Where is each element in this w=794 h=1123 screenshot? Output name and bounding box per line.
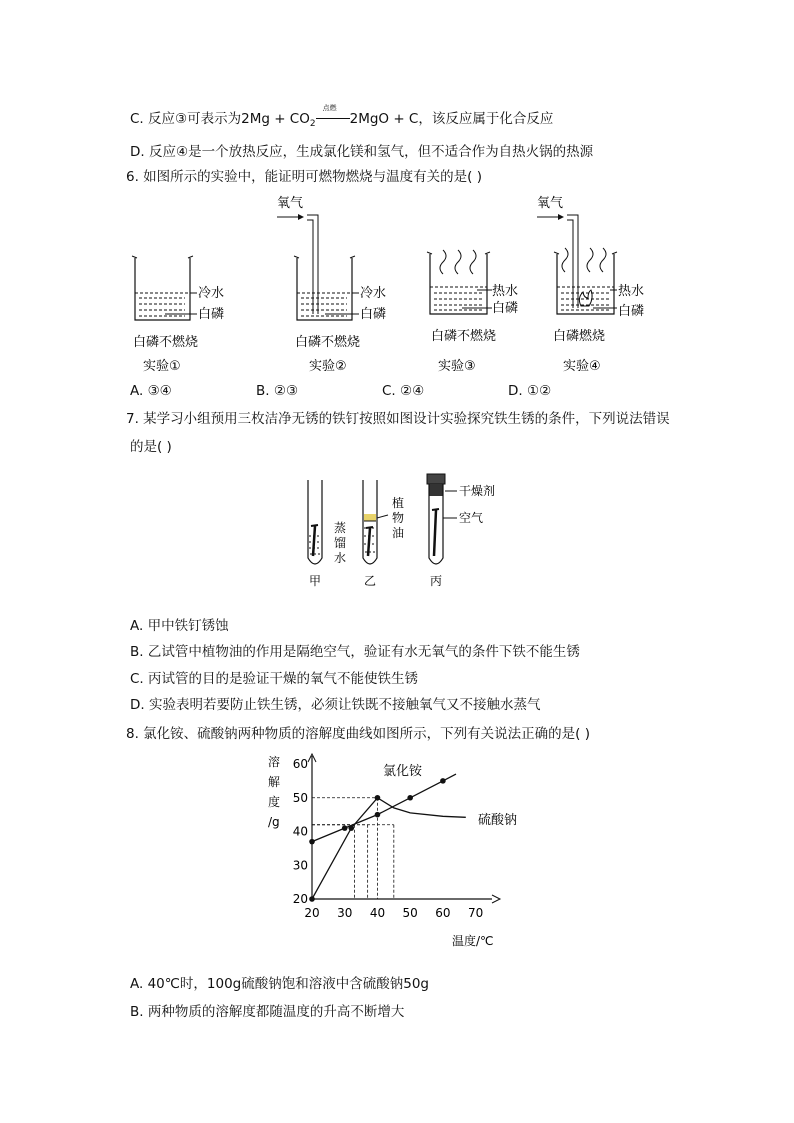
solubility-chart	[260, 750, 530, 950]
x-tick-label: 30	[337, 906, 353, 920]
result-label-4: 白磷燃烧	[553, 329, 606, 344]
hot-water-label-4: 热水	[618, 284, 645, 299]
cold-water-label-1: 冷水	[198, 286, 225, 301]
x-tick-label: 60	[435, 906, 451, 920]
distilled-label-3: 水	[334, 551, 347, 565]
q8-stem: 8. 氯化铵、硫酸钠两种物质的溶解度曲线如图所示，下列有关说法正确的是( )	[126, 726, 590, 742]
reaction-arrow	[316, 104, 350, 125]
exp-label-3: 实验③	[438, 359, 476, 374]
y-axis-label: /g	[268, 815, 280, 829]
x-tick-label: 40	[369, 906, 386, 920]
hot-water-label-3: 热水	[492, 284, 519, 299]
oil-label-2: 物	[392, 511, 405, 525]
x-axis-label: 温度/℃	[452, 934, 494, 948]
data-point	[309, 896, 315, 902]
series-line-0	[312, 774, 456, 842]
x-axis-arrow	[492, 895, 500, 903]
white-p-label-1: 白磷	[198, 307, 225, 322]
data-point	[342, 825, 348, 831]
arrow-condition: 点燃	[322, 104, 337, 112]
arrow-line	[316, 118, 350, 119]
series-label-sodium-sulfate: 硫酸钠	[478, 813, 518, 828]
q7-option-b[interactable]: B. 乙试管中植物油的作用是隔绝空气，验证有水无氧气的条件下铁不能生锈	[130, 644, 580, 660]
tube-bing	[427, 474, 457, 564]
beaker-3	[427, 250, 492, 314]
result-label-1: 白磷不燃烧	[133, 335, 199, 350]
y-tick-label: 60	[292, 757, 308, 771]
distilled-label-1: 蒸	[334, 521, 347, 535]
beaker-4	[537, 214, 617, 314]
data-point	[309, 839, 315, 845]
exp-label-1: 实验①	[143, 359, 181, 374]
y-axis-label: 解	[268, 775, 281, 789]
oxygen-label-4: 氧气	[537, 196, 564, 211]
option-c-prefix: C. 反应③可表示为2Mg + CO	[130, 111, 310, 127]
data-point	[348, 825, 354, 831]
q5-option-c	[130, 104, 554, 133]
y-axis-label: 度	[268, 795, 281, 809]
q8-option-b[interactable]: B. 两种物质的溶解度都随温度的升高不断增大	[130, 1004, 405, 1020]
q5-option-d: D. 反应④是一个放热反应，生成氯化镁和氢气，但不适合作为自热火锅的热源	[130, 144, 594, 160]
result-label-3: 白磷不燃烧	[431, 329, 497, 344]
x-tick-label: 70	[467, 906, 484, 920]
q6-option-d[interactable]: D. ①②	[508, 383, 552, 399]
tube-yi	[363, 480, 388, 564]
data-point	[375, 812, 381, 818]
q6-option-a[interactable]: A. ③④	[130, 383, 172, 399]
co2-subscript: 2	[309, 119, 316, 129]
q7-option-a[interactable]: A. 甲中铁钉锈蚀	[130, 618, 229, 634]
q7-option-c[interactable]: C. 丙试管的目的是验证干燥的氧气不能使铁生锈	[130, 671, 419, 687]
data-point	[440, 778, 446, 784]
white-p-label-3: 白磷	[492, 301, 519, 316]
white-p-label-4: 白磷	[618, 304, 645, 319]
tube-label-yi: 乙	[364, 574, 377, 588]
white-p-label-2: 白磷	[360, 307, 387, 322]
cold-water-label-2: 冷水	[360, 286, 387, 301]
exp-label-4: 实验④	[563, 359, 601, 374]
q7-stem-line2: 的是( )	[130, 439, 172, 455]
q6-option-b[interactable]: B. ②③	[256, 383, 299, 399]
q7-option-d[interactable]: D. 实验表明若要防止铁生锈，必须让铁既不接触氧气又不接触水蒸气	[130, 697, 541, 713]
y-tick-label: 50	[292, 790, 308, 805]
y-tick-label: 20	[292, 892, 308, 906]
tube-label-bing: 丙	[430, 574, 443, 588]
q6-option-c[interactable]: C. ②④	[382, 383, 425, 399]
tube-jia	[308, 480, 322, 564]
air-label: 空气	[459, 511, 484, 525]
oil-label-3: 油	[392, 526, 405, 540]
y-axis-label: 溶	[268, 755, 281, 769]
option-c-suffix: 2MgO + C，该反应属于化合反应	[349, 111, 554, 127]
result-label-2: 白磷不燃烧	[295, 335, 361, 350]
oxygen-label-2: 氧气	[277, 196, 304, 211]
x-tick-label: 50	[402, 906, 418, 920]
series-line-1	[312, 798, 466, 899]
data-point	[375, 795, 381, 801]
q6-experiment-figure	[125, 190, 665, 380]
distilled-label-2: 馏	[334, 536, 347, 550]
desiccant-label: 干燥剂	[459, 484, 496, 498]
exp-label-2: 实验②	[309, 359, 347, 374]
beaker-2	[277, 214, 359, 320]
y-tick-label: 30	[292, 858, 308, 873]
oil-label-1: 植	[392, 496, 405, 510]
x-tick-label: 20	[304, 906, 320, 920]
tube-label-jia: 甲	[309, 574, 322, 588]
q8-option-a[interactable]: A. 40℃时，100g硫酸钠饱和溶液中含硫酸钠50g	[130, 976, 430, 992]
q6-stem: 6. 如图所示的实验中，能证明可燃物燃烧与温度有关的是( )	[126, 169, 482, 185]
series-label-ammonium-chloride: 氯化铵	[383, 764, 423, 779]
data-point	[407, 795, 413, 801]
beaker-1	[132, 256, 197, 320]
y-tick-label: 40	[292, 824, 308, 839]
q7-stem-line1: 7. 某学习小组预用三枚洁净无锈的铁钉按照如图设计实验探究铁生锈的条件，下列说法错误	[126, 411, 670, 427]
q7-test-tube-figure	[300, 470, 520, 595]
